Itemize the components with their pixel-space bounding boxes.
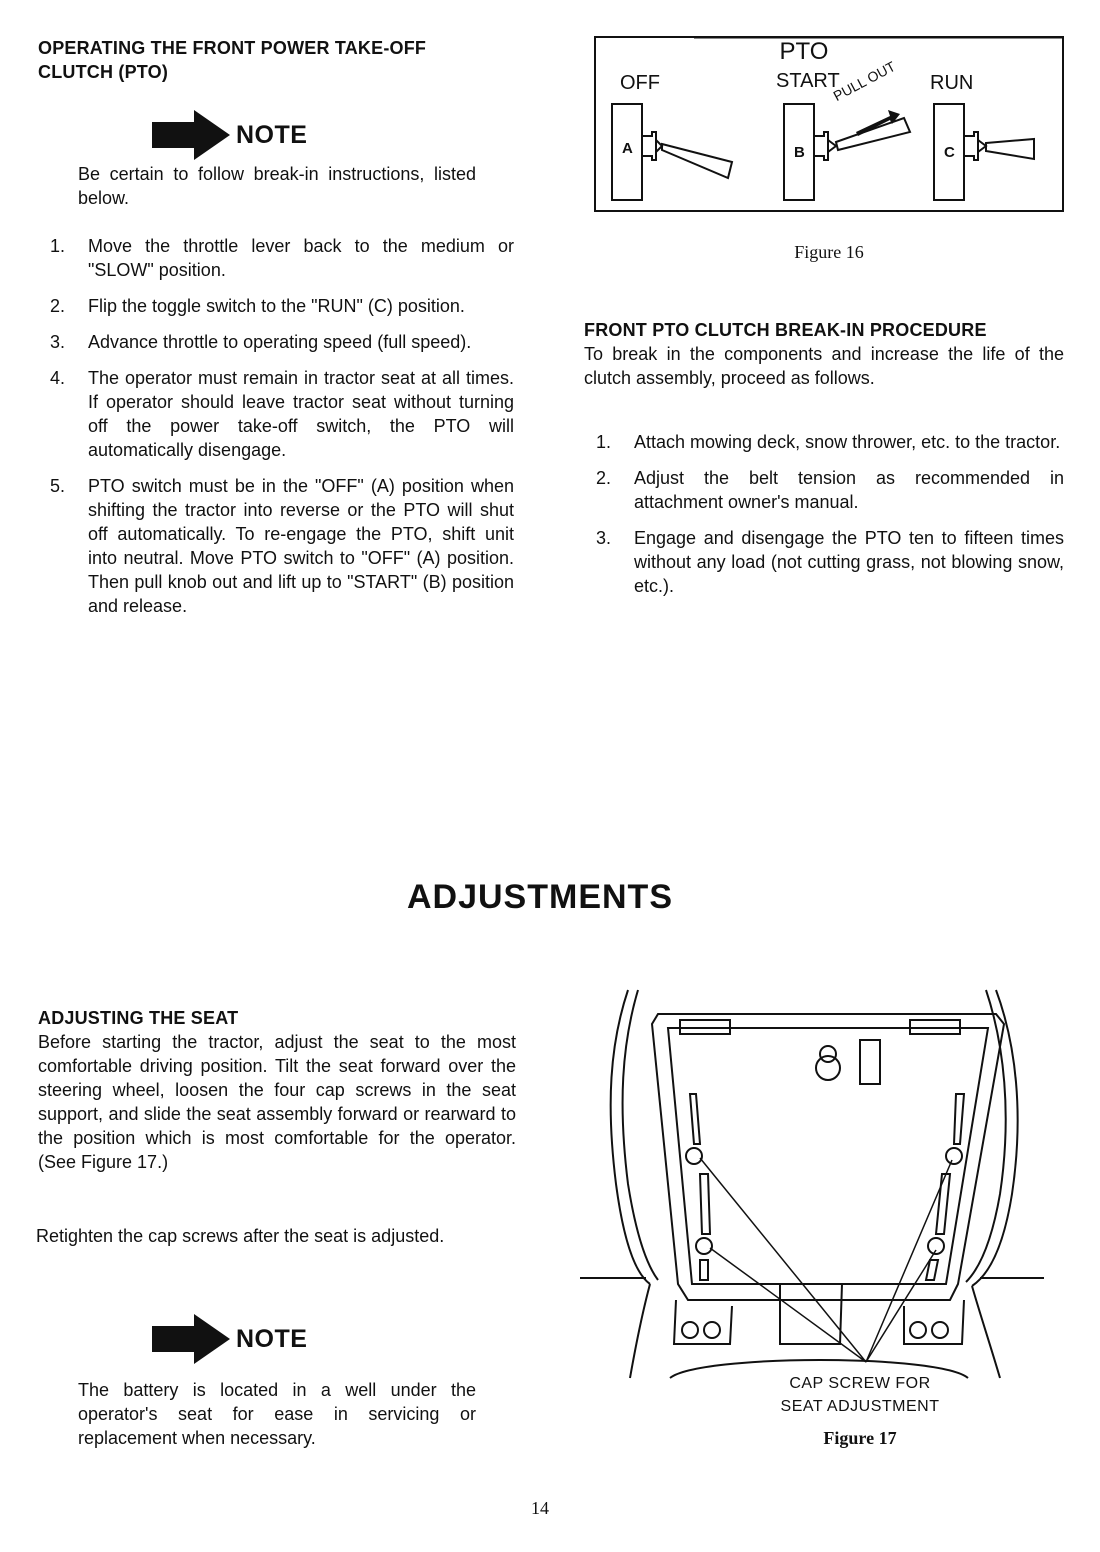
figure-16-labels [594,36,1064,212]
pto-diagram-title: PTO [779,38,829,65]
figure-17-callout [700,1372,1020,1418]
pto-section-title-line2: CLUTCH (PTO) [38,62,169,82]
seat-title: ADJUSTING THE SEAT [38,1008,239,1028]
pto-note-label: NOTE [236,120,308,149]
switch-a-label: A [622,140,633,157]
list-item [36,294,514,318]
seat-note-text: The battery is located in a well under the operator's seat for ease in servicing or replacement when necessary. [78,1380,476,1448]
page-number: 14 [531,1498,549,1518]
breakin-title: FRONT PTO CLUTCH BREAK-IN PROCEDURE [584,320,987,340]
list-item [582,526,1064,598]
figure-17-caption: Figure 17 [823,1428,897,1448]
off-label: OFF [620,72,660,94]
step-text: Move the throttle lever back to the medium or "SLOW" position. [88,236,514,280]
pto-note-text: Be certain to follow break-in instructions, listed below. [78,164,476,208]
seat-note-label: NOTE [236,1324,308,1353]
adjustments-title: ADJUSTMENTS [406,878,674,916]
step-text: Advance throttle to operating speed (full speed). [88,332,472,352]
list-item [36,474,514,618]
callout-line1: CAP SCREW FOR [789,1375,931,1392]
switch-b-label: B [794,144,805,161]
pto-section-title-line1: OPERATING THE FRONT POWER TAKE-OFF [38,38,427,58]
figure-17-seat-diagram [580,984,1050,1384]
list-item [36,330,514,354]
switch-c-label: C [944,144,955,161]
note-arrow-icon [150,1312,232,1366]
breakin-steps-list [582,430,1064,610]
step-number: 5. [50,476,66,496]
step-text: The operator must remain in tractor seat at all times. If operator should leave tractor seat without turning off the power take-off switch, the PTO will automatically disengage. [88,368,514,460]
step-text: Engage and disengage the PTO ten to fifteen times without any load (not cutting grass, not blowing snow, etc.). [634,528,1064,596]
list-item [36,234,514,282]
step-number: 2. [596,468,612,488]
step-number: 1. [596,432,612,452]
seat-para2: Retighten the cap screws after the seat is adjusted. [36,1226,445,1246]
start-label: START [776,70,840,92]
figure-16-caption: Figure 16 [794,242,864,262]
pull-out-label: PULL OUT [830,57,898,104]
step-number: 1. [50,236,66,256]
step-text: PTO switch must be in the "OFF" (A) position when shifting the tractor into reverse or the PTO will shut off automatically. To re-engage the PTO, shift unit into neutral. Move PTO switch to "OFF" (A) position. Then pull knob out and lift up to "START" (B) position and release. [88,476,514,616]
step-number: 3. [50,332,66,352]
pto-steps-list [36,234,514,630]
step-text: Flip the toggle switch to the "RUN" (C) position. [88,296,465,316]
breakin-intro: To break in the components and increase the life of the clutch assembly, proceed as follows. [584,344,1064,388]
breakin-section [584,318,1064,390]
seat-para1: Before starting the tractor, adjust the seat to the most comfortable driving position. Tilt the seat forward over the steering wheel, loosen the four cap screws in the seat support, and slide the seat assembly forward or rearward to the position which is most comfortable for the operator. (See Figure 17.) [38,1032,516,1172]
note-arrow-icon [150,108,232,162]
step-text: Adjust the belt tension as recommended in attachment owner's manual. [634,468,1064,512]
step-number: 3. [596,528,612,548]
seat-support-drawing [580,984,1050,1384]
step-number: 4. [50,368,66,388]
list-item [582,466,1064,514]
seat-section [38,1006,516,1174]
step-number: 2. [50,296,66,316]
seat-note-header [150,1312,307,1366]
pto-section [38,36,518,84]
list-item [582,430,1064,454]
step-text: Attach mowing deck, snow thrower, etc. to the tractor. [634,432,1061,452]
list-item [36,366,514,462]
pto-note-header [150,108,307,162]
callout-line2: SEAT ADJUSTMENT [780,1398,940,1415]
run-label: RUN [930,72,974,94]
